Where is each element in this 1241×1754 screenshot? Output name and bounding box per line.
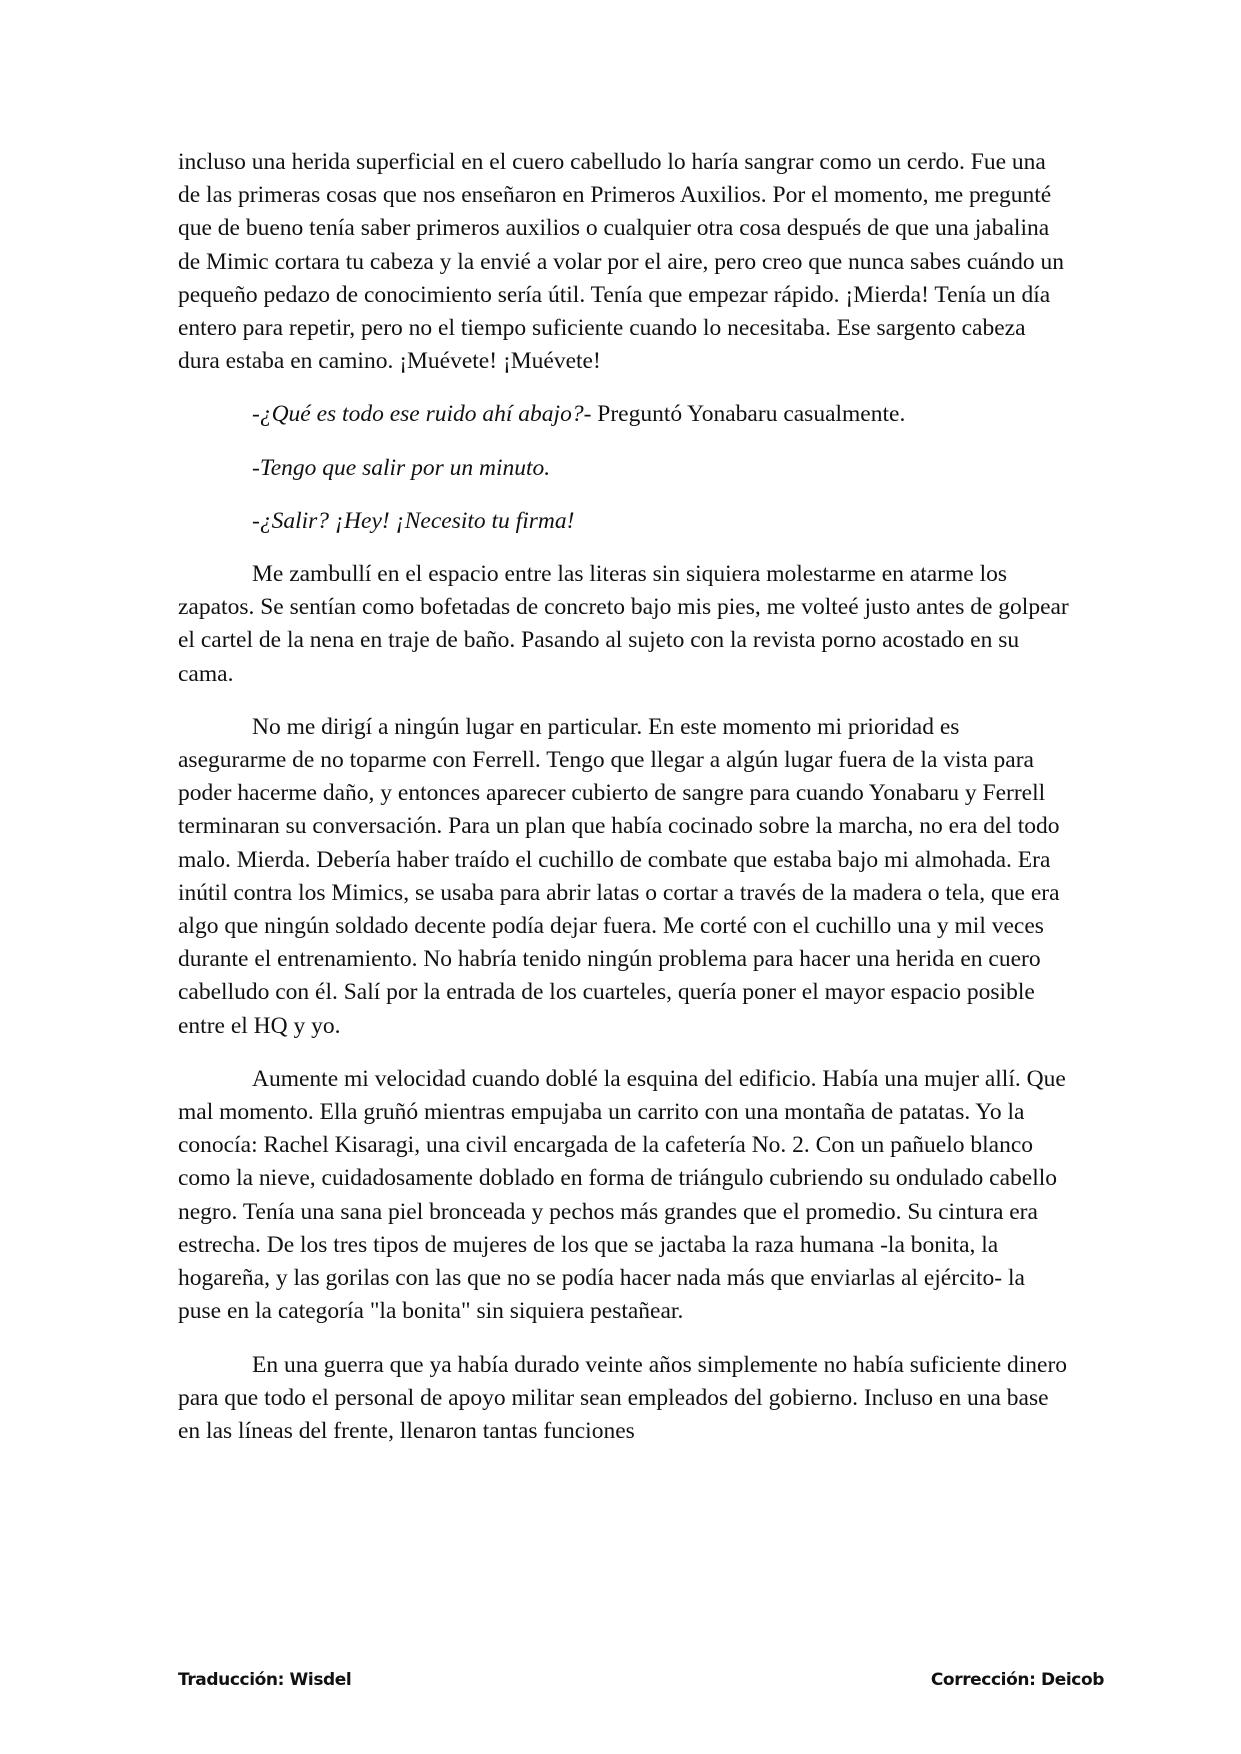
paragraph: No me dirigí a ningún lugar en particular. En este momento mi prioridad es asegurarme de no toparme con Ferrell. Tengo que llegar a algún lugar fuera de la vista para poder hacerme daño, y entonces aparecer cubierto de sangre para cuando Yonabaru y Ferrell terminaran su conversación. Para un plan que había cocinado sobre la marcha, no era del todo malo. Mierda. Debería haber traído el cuchillo de combate que estaba bajo mi almohada. Era inútil contra los Mimics, se usaba para abrir latas o cortar a través de la madera o tela, que era algo que ningún soldado decente podía dejar fuera. Me corté con el cuchillo una y mil veces durante el entrenamiento. No habría tenido ningún problema para hacer una herida en cuero cabelludo con él. Salí por la entrada de los cuarteles, quería poner el mayor espacio posible entre el HQ y yo.: [178, 713, 1060, 1039]
paragraph: Me zambullí en el espacio entre las literas sin siquiera molestarme en atarme los zapatos. Se sentían como bofetadas de concreto bajo mis pies, me volteé justo antes de golpear el cartel de la nena en traje de baño. Pasando al sujeto con la revista porno acostado en su cama.: [178, 561, 1069, 687]
dialogue-attribution: - Preguntó Yonabaru casualmente.: [583, 401, 906, 428]
dialogue-line: [178, 398, 1071, 431]
dialogue-speech: -¿Qué es todo ese ruido ahí abajo?: [252, 401, 584, 428]
paragraph: En una guerra que ya había durado veinte años simplemente no había suficiente dinero para que todo el personal de apoyo militar sean empleados del gobierno. Incluso en una base en las líneas del frente, llenaron tantas funciones: [178, 1351, 1068, 1444]
dialogue-line: [178, 452, 1071, 485]
correction-credit: Corrección: Deicob: [930, 1670, 1104, 1690]
body-text: [178, 146, 1071, 1468]
dialogue-line: [178, 505, 1071, 538]
dialogue-speech: -¿Salir? ¡Hey! ¡Necesito tu firma!: [252, 507, 575, 534]
translation-credit: Traducción: Wisdel: [178, 1670, 352, 1690]
page-footer: [178, 1670, 1104, 1700]
dialogue-speech: -Tengo que salir por un minuto.: [252, 454, 551, 481]
paragraph: Aumente mi velocidad cuando doblé la esquina del edificio. Había una mujer allí. Que mal momento. Ella gruñó mientras empujaba un carrito con una montaña de patatas. Yo la conocía: Rachel Kisaragi, una civil encargada de la cafetería No. 2. Con un pañuelo blanco como la nieve, cuidadosamente doblado en forma de triángulo cubriendo su ondulado cabello negro. Tenía una sana piel bronceada y pechos más grandes que el promedio. Su cintura era estrecha. De los tres tipos de mujeres de los que se jactaba la raza humana -la bonita, la hogareña, y las gorilas con las que no se podía hacer nada más que enviarlas al ejército- la puse en la categoría "la bonita" sin siquiera pestañear.: [178, 1065, 1066, 1325]
paragraph-continuation: incluso una herida superficial en el cuero cabelludo lo haría sangrar como un cerdo. Fue una de las primeras cosas que nos enseñaron en Primeros Auxilios. Por el momento, me pregunté que de bueno tenía saber primeros auxilios o cualquier otra cosa después de que una jabalina de Mimic cortara tu cabeza y la envié a volar por el aire, pero creo que nunca sabes cuándo un pequeño pedazo de conocimiento sería útil. Tenía que empezar rápido. ¡Mierda! Tenía un día entero para repetir, pero no el tiempo suficiente cuando lo necesitaba. Ese sargento cabeza dura estaba en camino. ¡Muévete! ¡Muévete!: [178, 149, 1065, 375]
